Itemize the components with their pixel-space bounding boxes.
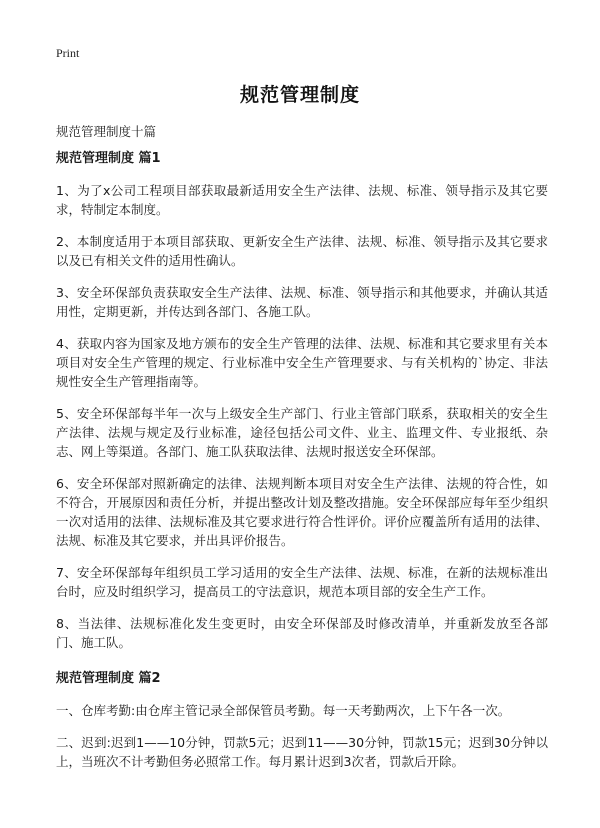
paragraph: 2、本制度适用于本项目部获取、更新安全生产法律、法规、标准、领导指示及其它要求以及已有相关文件的适用性确认。 <box>56 234 548 268</box>
document-title: 规范管理制度 <box>239 84 360 106</box>
paragraph: 4、获取内容为国家及地方颁布的安全生产管理的法律、法规、标准和其它要求里有关本项目对安全生产管理的规定、行业标准中安全生产管理要求、与有关机构的`协定、非法规性安全生产管理指南等。 <box>56 336 548 389</box>
section-1 <box>56 150 548 652</box>
section-heading: 规范管理制度 篇1 <box>56 151 161 166</box>
paragraph: 8、当法律、法规标准化发生变更时，由安全环保部及时修改清单，并重新发放至各部门、施工队。 <box>56 616 548 650</box>
paragraph: 1、为了x公司工程项目部获取最新适用安全生产法律、法规、标准、领导指示及其它要求，特制定本制度。 <box>56 183 548 217</box>
section-heading: 规范管理制度 篇2 <box>56 671 161 686</box>
paragraph: 5、安全环保部每半年一次与上级安全生产部门、行业主管部门联系，获取相关的安全生产法律、法规与规定及行业标准，途径包括公司文件、业主、监理文件、专业报纸、杂志、网上等渠道。各部门、施工队获取法律、法规时报送安全环保部。 <box>56 406 548 459</box>
paragraph: 6、安全环保部对照新确定的法律、法规判断本项目对安全生产法律、法规的符合性，如不符合，开展原因和责任分析，并提出整改计划及整改措施。安全环保部应每年至少组织一次对适用的法律、法规标准及其它要求进行符合性评价。评价应覆盖所有适用的法律、法规、标准及其它要求，并出具评价报告。 <box>56 476 548 548</box>
paragraph: 7、安全环保部每年组织员工学习适用的安全生产法律、法规、标准，在新的法规标准出台时，应及时组织学习，提高员工的守法意识，规范本项目部的安全生产工作。 <box>56 565 548 599</box>
document-body <box>56 150 548 784</box>
paragraph: 二、迟到:迟到1——10分钟，罚款5元；迟到11——30分钟，罚款15元；迟到30分钟以上，当班次不计考勤但务必照常工作。每月累计迟到3次者，罚款后开除。 <box>56 735 548 769</box>
document-subtitle: 规范管理制度十篇 <box>56 124 157 139</box>
print-label: Print <box>56 46 80 60</box>
paragraph: 一、仓库考勤:由仓库主管记录全部保管员考勤。每一天考勤两次，上下午各一次。 <box>56 703 511 718</box>
paragraph: 3、安全环保部负责获取安全生产法律、法规、标准、领导指示和其他要求，并确认其适用性，定期更新，并传达到各部门、各施工队。 <box>56 285 548 319</box>
section-2 <box>56 670 548 771</box>
